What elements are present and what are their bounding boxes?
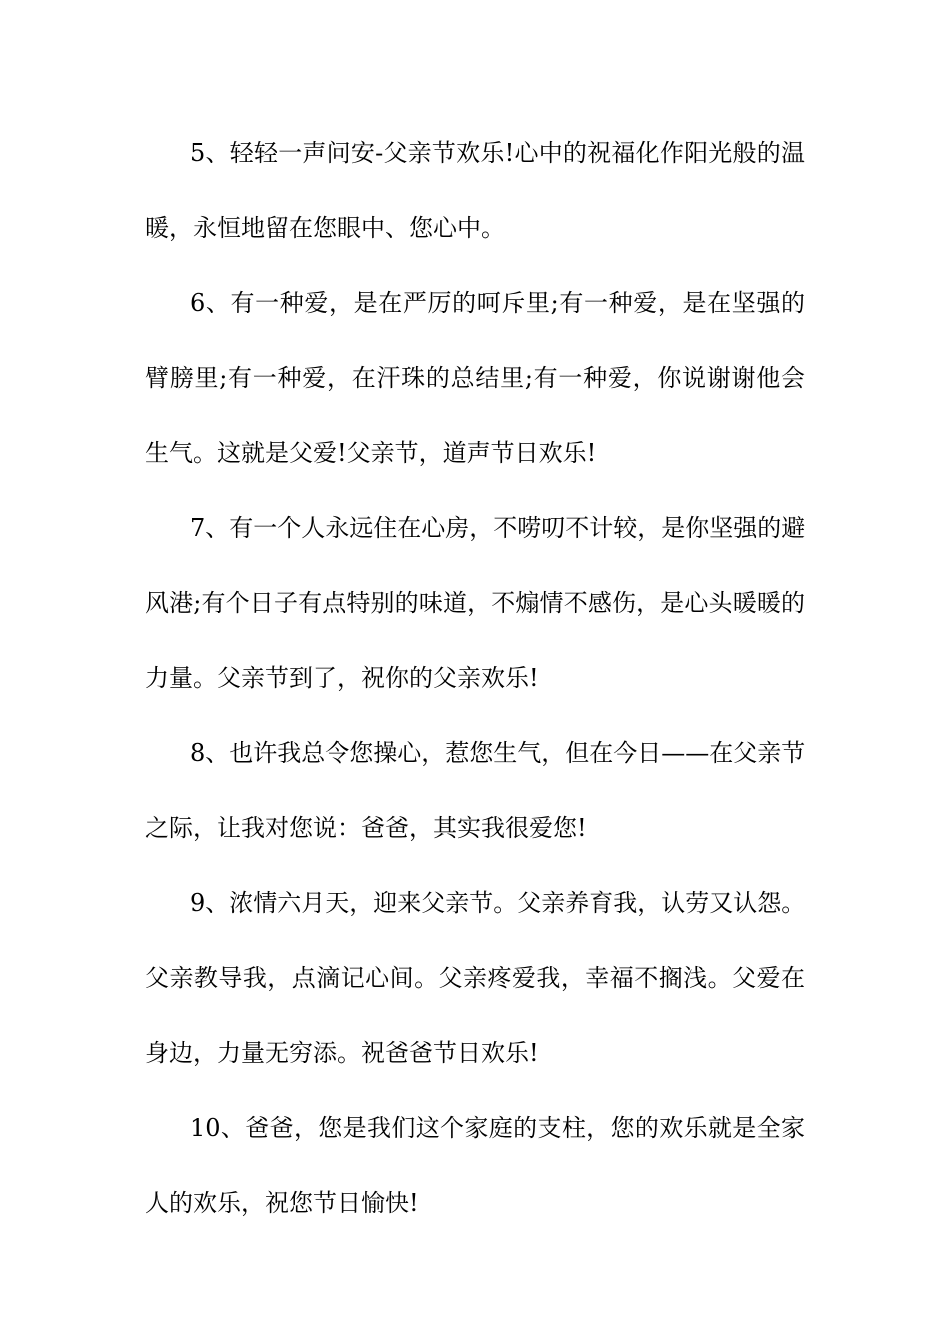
paragraph-5-line-1: 5、轻轻一声问安-父亲节欢乐!心中的祝福化作阳光般的温	[190, 139, 805, 167]
paragraph-6-line-1: 6、有一种爱，是在严厉的呵斥里;有一种爱，是在坚强的	[190, 289, 805, 317]
paragraph-9-line-2: 父亲教导我，点滴记心间。父亲疼爱我，幸福不搁浅。父爱在	[145, 964, 805, 992]
paragraph-10-line-2: 人的欢乐，祝您节日愉快!	[145, 1189, 419, 1217]
paragraph-6-line-2: 臂膀里;有一种爱，在汗珠的总结里;有一种爱，你说谢谢他会	[145, 364, 805, 392]
paragraph-7-line-2: 风港;有个日子有点特别的味道，不煽情不感伤，是心头暖暖的	[145, 589, 805, 617]
paragraph-6-line-3: 生气。这就是父爱!父亲节，道声节日欢乐!	[145, 439, 597, 467]
paragraph-7-line-3: 力量。父亲节到了，祝你的父亲欢乐!	[145, 664, 539, 692]
paragraph-9-line-3: 身边，力量无穷添。祝爸爸节日欢乐!	[145, 1039, 539, 1067]
paragraph-9-line-1: 9、浓情六月天，迎来父亲节。父亲养育我，认劳又认怨。	[190, 889, 806, 917]
paragraph-7-line-1: 7、有一个人永远住在心房，不唠叨不计较，是你坚强的避	[190, 514, 806, 542]
paragraph-10-line-1: 10、爸爸，您是我们这个家庭的支柱，您的欢乐就是全家	[190, 1114, 805, 1142]
paragraph-8-line-2: 之际，让我对您说：爸爸，其实我很爱您!	[145, 814, 587, 842]
paragraph-5-line-2: 暖，永恒地留在您眼中、您心中。	[145, 214, 505, 242]
paragraph-8-line-1: 8、也许我总令您操心，惹您生气，但在今日——在父亲节	[190, 739, 806, 767]
